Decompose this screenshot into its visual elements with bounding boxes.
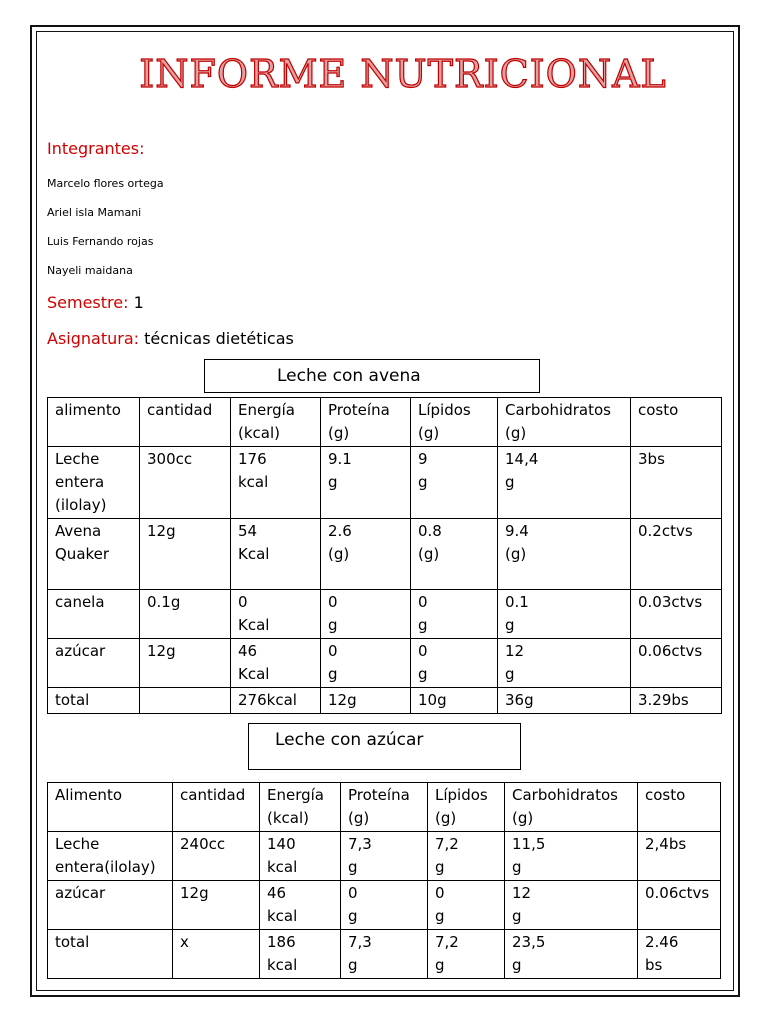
table-cell: 0.1 g (498, 590, 631, 639)
table-cell: 9.1 g (321, 447, 411, 519)
table2-title: Leche con azúcar (248, 723, 521, 770)
table-cell: azúcar (48, 639, 140, 688)
table-row (48, 930, 721, 979)
table-row (48, 590, 722, 639)
table-cell: 12g (140, 639, 231, 688)
table-cell: 0.03ctvs (631, 590, 722, 639)
table1-title: Leche con avena (204, 359, 540, 393)
member-name: Ariel isla Mamani (47, 206, 142, 219)
table-cell: 12g (321, 688, 411, 714)
integrantes-label: Integrantes: (47, 139, 145, 158)
table-cell: 0 g (411, 590, 498, 639)
table-cell: 12 g (498, 639, 631, 688)
table-header-cell: cantidad (173, 783, 260, 832)
table-cell: 11,5 g (505, 832, 638, 881)
table-header-cell: Alimento (48, 783, 173, 832)
table-header-cell: costo (638, 783, 721, 832)
table-cell: 0.8 (g) (411, 519, 498, 590)
table-cell: 240cc (173, 832, 260, 881)
table-cell: 23,5 g (505, 930, 638, 979)
table-header-cell: Lípidos (g) (428, 783, 505, 832)
table-cell: 54 Kcal (231, 519, 321, 590)
table-row (48, 688, 722, 714)
table-row (48, 881, 721, 930)
table-cell: 300cc (140, 447, 231, 519)
table-cell: azúcar (48, 881, 173, 930)
table-cell: 0 Kcal (231, 590, 321, 639)
table-cell: Leche entera(ilolay) (48, 832, 173, 881)
table-cell: 0 g (341, 881, 428, 930)
table-header-cell: Energía (kcal) (231, 398, 321, 447)
table-header-cell: Proteína (g) (321, 398, 411, 447)
table-header-cell: Lípidos (g) (411, 398, 498, 447)
table-header-cell: cantidad (140, 398, 231, 447)
table-cell: 0.2ctvs (631, 519, 722, 590)
table-row (48, 519, 722, 590)
table-header-cell: Carbohidratos (g) (505, 783, 638, 832)
member-name: Marcelo flores ortega (47, 177, 164, 190)
semestre-line: Semestre: 1 (47, 293, 144, 312)
table-cell: 7,3 g (341, 832, 428, 881)
table-cell: 7,2 g (428, 832, 505, 881)
table-cell: 0 g (321, 590, 411, 639)
table-cell: Avena Quaker (48, 519, 140, 590)
table-cell (140, 688, 231, 714)
member-name: Luis Fernando rojas (47, 235, 154, 248)
table-cell: 12g (140, 519, 231, 590)
report-title: INFORME NUTRICIONAL (139, 52, 667, 96)
table-cell: 0.1g (140, 590, 231, 639)
table-row (48, 832, 721, 881)
table-cell: 46 kcal (260, 881, 341, 930)
semestre-value: 1 (133, 293, 144, 312)
table-cell: 7,3 g (341, 930, 428, 979)
table-cell: 140 kcal (260, 832, 341, 881)
table-cell: 9 g (411, 447, 498, 519)
asignatura-line: Asignatura: técnicas dietéticas (47, 329, 294, 348)
table-cell: 0.06ctvs (631, 639, 722, 688)
member-name: Nayeli maidana (47, 264, 133, 277)
nutrition-table-azucar (47, 782, 721, 979)
table-cell: 2.6 (g) (321, 519, 411, 590)
table-cell: 3bs (631, 447, 722, 519)
asignatura-value: técnicas dietéticas (144, 329, 294, 348)
table-cell: 46 Kcal (231, 639, 321, 688)
table-header-cell: costo (631, 398, 722, 447)
table-cell: 176 kcal (231, 447, 321, 519)
table-cell: 14,4 g (498, 447, 631, 519)
table-cell: 0.06ctvs (638, 881, 721, 930)
table-cell: 3.29bs (631, 688, 722, 714)
table-header-row (48, 783, 721, 832)
table-cell: 10g (411, 688, 498, 714)
table-header-cell: Carbohidratos (g) (498, 398, 631, 447)
nutrition-table-avena (47, 397, 722, 714)
table-header-row (48, 398, 722, 447)
table-header-cell: Proteína (g) (341, 783, 428, 832)
table-cell: 2,4bs (638, 832, 721, 881)
table-cell: 0 g (321, 639, 411, 688)
table-cell: 2.46 bs (638, 930, 721, 979)
table-cell: canela (48, 590, 140, 639)
table-cell: 7,2 g (428, 930, 505, 979)
table-cell: 12 g (505, 881, 638, 930)
table-cell: 0 g (428, 881, 505, 930)
table-cell: total (48, 930, 173, 979)
table-cell: 186 kcal (260, 930, 341, 979)
table-row (48, 639, 722, 688)
table-cell: Leche entera (ilolay) (48, 447, 140, 519)
table-row (48, 447, 722, 519)
table-cell: x (173, 930, 260, 979)
table-cell: 12g (173, 881, 260, 930)
table-cell: 9.4 (g) (498, 519, 631, 590)
table-header-cell: alimento (48, 398, 140, 447)
table-header-cell: Energía (kcal) (260, 783, 341, 832)
table-cell: 276kcal (231, 688, 321, 714)
table-cell: total (48, 688, 140, 714)
table-cell: 0 g (411, 639, 498, 688)
table-cell: 36g (498, 688, 631, 714)
